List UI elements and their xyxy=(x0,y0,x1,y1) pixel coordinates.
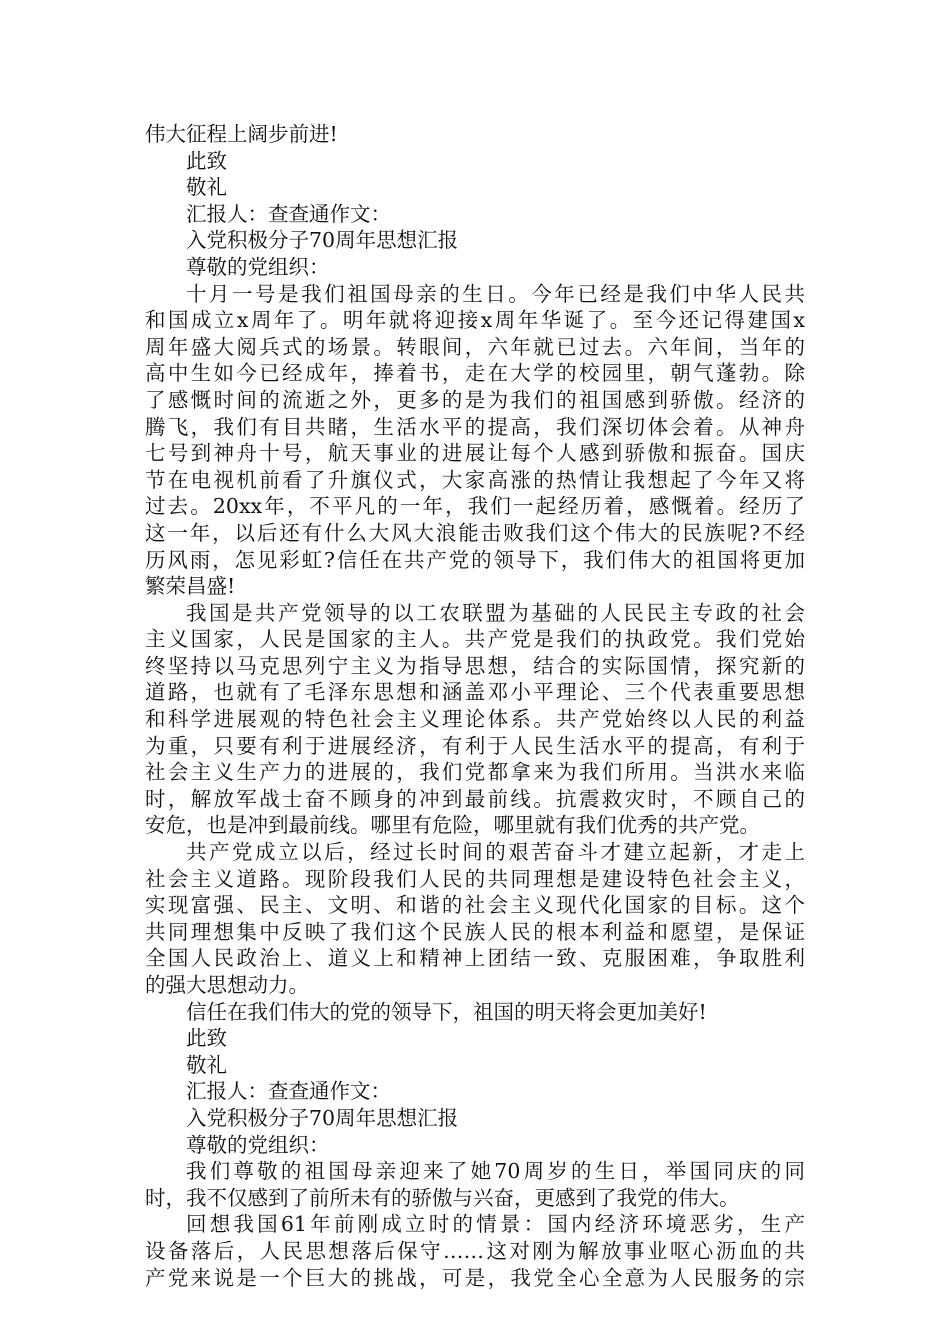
text-line: 周年盛大阅兵式的场景。转眼间，六年就已过去。六年间，当年的 xyxy=(145,334,805,359)
text-line: 和科学进展观的特色社会主义理论体系。共产党始终以人民的利益 xyxy=(145,707,805,732)
text-line: 伟大征程上阔步前进! xyxy=(145,122,338,146)
paragraph xyxy=(145,148,805,175)
text-line: 此致 xyxy=(186,148,227,173)
text-line: 这一年，以后还有什么大风大浪能击败我们这个伟大的民族呢?不经 xyxy=(145,520,805,545)
text-line: 共产党成立以后，经过长时间的艰苦奋斗才建立起新，才走上 xyxy=(186,840,805,865)
text-line: 尊敬的党组织： xyxy=(186,254,330,279)
paragraph xyxy=(145,121,805,148)
paragraph xyxy=(145,999,805,1026)
paragraph xyxy=(145,839,805,999)
paragraph xyxy=(145,1078,805,1105)
text-line: 社会主义道路。现阶段我们人民的共同理想是建设特色社会主义， xyxy=(145,866,805,891)
text-line: 了感慨时间的流逝之外，更多的是为我们的祖国感到骄傲。经济的 xyxy=(145,387,805,412)
text-line: 产党来说是一个巨大的挑战，可是，我党全心全意为人民服务的宗 xyxy=(145,1265,805,1290)
text-line: 繁荣昌盛! xyxy=(145,574,236,599)
text-line: 道路，也就有了毛泽东思想和涵盖邓小平理论、三个代表重要思想 xyxy=(145,680,805,705)
text-line: 时，我不仅感到了前所未有的骄傲与兴奋，更感到了我党的伟大。 xyxy=(145,1185,740,1210)
paragraph xyxy=(145,1105,805,1132)
text-line: 共同理想集中反映了我们这个民族人民的根本利益和愿望，是保证 xyxy=(145,919,805,944)
text-line: 尊敬的党组织： xyxy=(186,1132,330,1157)
text-line: 时，解放军战士奋不顾身的冲到最前线。抗震救灾时，不顾自己的 xyxy=(145,786,805,811)
paragraph xyxy=(145,254,805,281)
text-line: 汇报人：查查通作文： xyxy=(186,201,391,226)
text-line: 全国人民政治上、道义上和精神上团结一致、克服困难，争取胜利 xyxy=(145,946,805,971)
text-line: 七号到神舟十号，航天事业的进展让每个人感到骄傲和振奋。国庆 xyxy=(145,441,805,466)
text-line: 终坚持以马克思列宁主义为指导思想，结合的实际国情，探究新的 xyxy=(145,653,805,678)
text-line: 回想我国61年前刚成立时的情景：国内经济环境恶劣，生产 xyxy=(186,1212,805,1237)
text-line: 我们尊敬的祖国母亲迎来了她70周岁的生日，举国同庆的同 xyxy=(186,1159,805,1184)
text-line: 我国是共产党领导的以工农联盟为基础的人民民主专政的社会 xyxy=(186,600,805,625)
paragraph xyxy=(145,1211,805,1291)
paragraph xyxy=(145,201,805,228)
text-line: 社会主义生产力的进展的，我们党都拿来为我们所用。当洪水来临 xyxy=(145,760,805,785)
text-line: 高中生如今已经成年，捧着书，走在大学的校园里，朝气蓬勃。除 xyxy=(145,361,805,386)
text-line: 敬礼 xyxy=(186,175,227,200)
text-line: 入党积极分子70周年思想汇报 xyxy=(186,1105,459,1130)
text-line: 过去。20xx年，不平凡的一年，我们一起经历着，感慨着。经历了 xyxy=(145,494,805,519)
paragraph xyxy=(145,174,805,201)
text-line: 信任在我们伟大的党的领导下，祖国的明天将会更加美好! xyxy=(186,999,707,1024)
text-line: 主义国家，人民是国家的主人。共产党是我们的执政党。我们党始 xyxy=(145,627,805,652)
paragraph xyxy=(145,227,805,254)
text-line: 的强大思想动力。 xyxy=(145,973,309,997)
paragraph xyxy=(145,600,805,839)
text-line: 汇报人：查查通作文： xyxy=(186,1079,391,1104)
text-line: 敬礼 xyxy=(186,1052,227,1077)
document-page xyxy=(145,121,805,1291)
text-line: 此致 xyxy=(186,1026,227,1051)
text-line: 历风雨，怎见彩虹?信任在共产党的领导下，我们伟大的祖国将更加 xyxy=(145,547,805,572)
paragraph xyxy=(145,1132,805,1159)
text-line: 安危，也是冲到最前线。哪里有危险，哪里就有我们优秀的共产党。 xyxy=(145,813,760,838)
text-line: 设备落后，人民思想落后保守……这对刚为解放事业呕心沥血的共 xyxy=(145,1238,805,1263)
paragraph xyxy=(145,281,805,600)
text-line: 十月一号是我们祖国母亲的生日。今年已经是我们中华人民共 xyxy=(186,281,805,306)
text-line: 入党积极分子70周年思想汇报 xyxy=(186,228,459,253)
paragraph xyxy=(145,1052,805,1079)
text-line: 为重，只要有利于进展经济，有利于人民生活水平的提高，有利于 xyxy=(145,733,805,758)
text-line: 节在电视机前看了升旗仪式，大家高涨的热情让我想起了今年又将 xyxy=(145,467,805,492)
text-line: 腾飞，我们有目共睹，生活水平的提高，我们深切体会着。从神舟 xyxy=(145,414,805,439)
paragraph xyxy=(145,1158,805,1211)
text-line: 和国成立x周年了。明年就将迎接x周年华诞了。至今还记得建国x xyxy=(145,308,805,333)
text-line: 实现富强、民主、文明、和谐的社会主义现代化国家的目标。这个 xyxy=(145,893,805,918)
paragraph xyxy=(145,1025,805,1052)
